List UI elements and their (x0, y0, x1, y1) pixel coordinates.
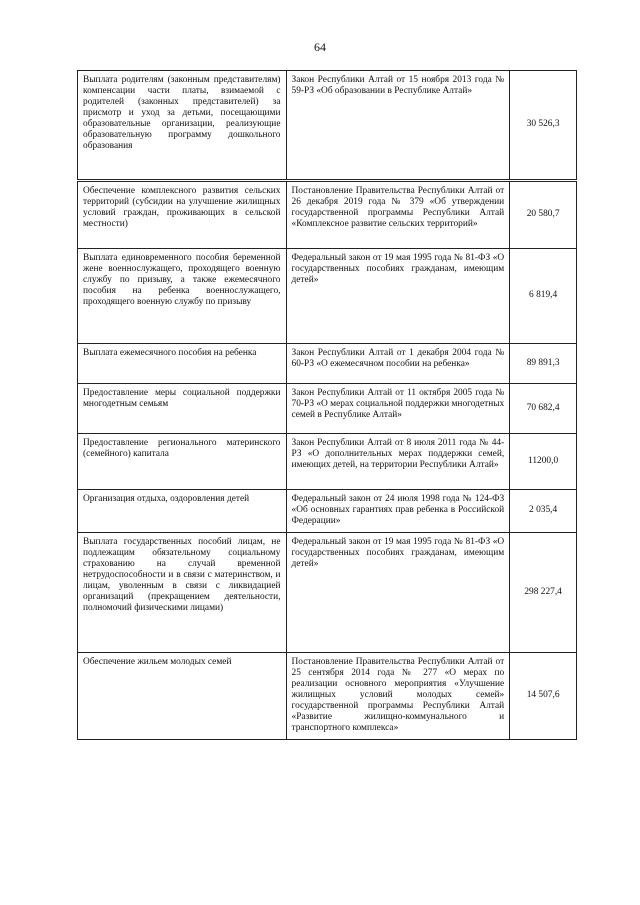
law-cell: Федеральный закон от 19 мая 1995 года № 81-ФЗ «О государственных пособиях гражданам, имеющим детей» (286, 533, 510, 653)
law-cell: Постановление Правительства Республики Алтай от 25 сентября 2014 года № 277 «О мерах по реализации основного мероприятия «Улучшение жилищных условий молодых семей» государственной программы Республики Алтай «Развитие жилищно-коммунального и транспортного комплекса» (286, 653, 510, 740)
amount-cell: 6 819,4 (510, 249, 577, 344)
law-cell: Федеральный закон от 19 мая 1995 года № 81-ФЗ «О государственных пособиях гражданам, имеющим детей» (286, 249, 510, 344)
table-row (78, 653, 577, 740)
law-cell: Закон Республики Алтай от 11 октября 2005 года № 70-РЗ «О мерах социальной поддержки многодетных семей в Республике Алтай» (286, 384, 510, 434)
amount-cell: 14 507,6 (510, 653, 577, 740)
table-row (78, 181, 577, 249)
law-cell: Федеральный закон от 24 июля 1998 года № 124-ФЗ «Об основных гарантиях прав ребенка в Российской Федерации» (286, 490, 510, 533)
law-cell: Закон Республики Алтай от 8 июля 2011 года № 44-РЗ «О дополнительных мерах поддержки семей, имеющих детей, на территории Республики Алтай» (286, 434, 510, 490)
purpose-cell: Организация отдыха, оздоровления детей (78, 490, 287, 533)
amount-cell: 2 035,4 (510, 490, 577, 533)
table-row (78, 384, 577, 434)
purpose-cell: Выплата единовременного пособия беременной жене военнослужащего, проходящего военную службу по призыву, а также ежемесячного пособия на ребенка военнослужащего, проходящего военную службу по призыву (78, 249, 287, 344)
page-number: 64 (314, 40, 326, 54)
table-row (78, 71, 577, 181)
table-row (78, 490, 577, 533)
purpose-cell: Обеспечение комплексного развития сельских территорий (субсидии на улучшение жилищных условий граждан, проживающих в сельской местности) (78, 181, 287, 249)
amount-cell: 30 526,3 (510, 71, 577, 181)
amount-cell: 89 891,3 (510, 344, 577, 384)
purpose-cell: Выплата ежемесячного пособия на ребенка (78, 344, 287, 384)
amount-cell: 20 580,7 (510, 181, 577, 249)
table-row (78, 249, 577, 344)
amount-cell: 11200,0 (510, 434, 577, 490)
purpose-cell: Предоставление меры социальной поддержки многодетным семьям (78, 384, 287, 434)
table-row (78, 434, 577, 490)
table-row (78, 344, 577, 384)
expenditure-table (77, 70, 577, 740)
table-row (78, 533, 577, 653)
amount-cell: 298 227,4 (510, 533, 577, 653)
amount-cell: 70 682,4 (510, 384, 577, 434)
purpose-cell: Предоставление регионального материнского (семейного) капитала (78, 434, 287, 490)
law-cell: Закон Республики Алтай от 1 декабря 2004 года № 60-РЗ «О ежемесячном пособии на ребенка» (286, 344, 510, 384)
purpose-cell: Выплата государственных пособий лицам, не подлежащим обязательному социальному страхованию на случай временной нетрудоспособности и в связи с материнством, и лицам, уволенным в связи с ликвидацией организаций (прекращением деятельности, полномочий физическими лицами) (78, 533, 287, 653)
law-cell: Закон Республики Алтай от 15 ноября 2013 года № 59-РЗ «Об образовании в Республике Алтай» (286, 71, 510, 181)
law-cell: Постановление Правительства Республики Алтай от 26 декабря 2019 года № 379 «Об утверждении государственной программы Республики Алтай «Комплексное развитие сельских территорий» (286, 181, 510, 249)
purpose-cell: Выплата родителям (законным представителям) компенсации части платы, взимаемой с родителей (законных представителей) за присмотр и уход за детьми, посещающими образовательные организации, реализующие образовательную программу дошкольного образования (78, 71, 287, 181)
purpose-cell: Обеспечение жильем молодых семей (78, 653, 287, 740)
